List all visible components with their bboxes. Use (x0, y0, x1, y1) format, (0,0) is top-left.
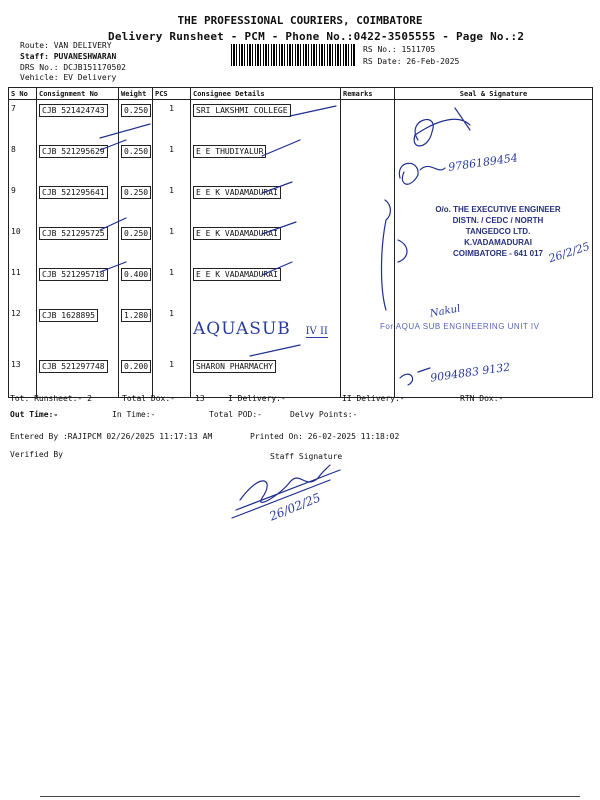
row-sno: 11 (9, 264, 37, 305)
tick-mark (100, 124, 150, 138)
row-consignee: SRI LAKSHMI COLLEGE (193, 104, 291, 117)
row-sno: 10 (9, 223, 37, 264)
row-sno: 9 (9, 182, 37, 223)
row-consignee: E E THUDIYALUR (193, 145, 266, 158)
col-pcs: PCS (153, 88, 191, 100)
row-sno: 13 (9, 356, 37, 398)
total-dox-value: 13 (195, 394, 205, 403)
strike-line (262, 140, 300, 156)
row-consignment-no: CJB 521424743 (39, 104, 108, 117)
row-consignee-note: IV II (305, 326, 328, 337)
total-dox-label: Total Dox:- (122, 394, 175, 403)
row-weight: 1.280 (121, 309, 151, 322)
row-consignee: E E K VADAMADURAI (193, 268, 281, 281)
seal-line: TANGEDCO LTD. (465, 227, 531, 236)
tick-mark (100, 140, 126, 150)
row-consignee: E E K VADAMADURAI (193, 186, 281, 199)
rtn-dox-label: RTN Dox:- (460, 394, 504, 403)
seal-date-handwriting: 26/2/25 (547, 239, 592, 266)
verified-by-label: Verified By (10, 450, 63, 459)
ii-delivery-label: II Delivery:- (342, 394, 405, 403)
strike-line (262, 182, 292, 193)
vehicle-label: Vehicle: EV Delivery (20, 73, 117, 82)
row-pcs: 1 (153, 182, 191, 223)
signature-scribble (414, 108, 470, 146)
col-remarks: Remarks (341, 88, 395, 100)
out-time-label: Out Time:- (10, 410, 59, 419)
row-consignment-no: CJB 521295629 (39, 145, 108, 158)
signature-scribble (400, 368, 430, 385)
row-weight: 0.400 (121, 268, 151, 281)
total-pod-label: Total POD:- (209, 410, 262, 419)
row-weight: 0.250 (121, 186, 151, 199)
row-consignment-no: CJB 521295718 (39, 268, 108, 281)
tick-mark (100, 262, 126, 272)
strike-line (262, 222, 296, 234)
row-consignment-no: CJB 521297748 (39, 360, 108, 373)
row-consignment-no: CJB 521295725 (39, 227, 108, 240)
row-consignee: AQUASUB (193, 319, 291, 339)
row-consignment-no: CJB 1628895 (39, 309, 98, 322)
col-consignee: Consignee Details (191, 88, 341, 100)
total-runsheet: Tot. Runsheet:- 2 (10, 394, 92, 403)
entered-by: Entered By :RAJIPCM 02/26/2025 11:17:13 AM (10, 432, 213, 441)
row-pcs: 1 (153, 223, 191, 264)
row-consignee: E E K VADAMADURAI (193, 227, 281, 240)
row-consignee: SHARON PHARMACHY (193, 360, 276, 373)
bottom-border-line (40, 796, 580, 797)
strike-line (250, 345, 300, 356)
in-time-label: In Time:- (112, 410, 156, 419)
col-sno: S No (9, 88, 37, 100)
col-seal: Seal & Signature (395, 88, 593, 100)
row-weight: 0.250 (121, 227, 151, 240)
row-pcs: 1 (153, 100, 191, 142)
rs-date: RS Date: 26-Feb-2025 (363, 57, 460, 66)
route-label: Route: VAN DELIVERY (20, 41, 112, 50)
signature-scribble (399, 163, 445, 184)
staff-signature-date: 26/02/25 (267, 490, 323, 524)
row-consignment-no: CJB 521295641 (39, 186, 108, 199)
row-pcs: 1 (153, 141, 191, 182)
row-pcs: 1 (153, 356, 191, 398)
seal-line: O/o. THE EXECUTIVE ENGINEER (435, 205, 561, 214)
row-weight: 0.200 (121, 360, 151, 373)
seal-line: DISTN. / CEDC / NORTH (452, 216, 544, 225)
seal-line: COIMBATORE - 641 017 (453, 249, 543, 258)
row8-phone-handwriting: 9786189454 (447, 151, 519, 174)
row-sno: 8 (9, 141, 37, 182)
row-weight: 0.250 (121, 104, 151, 117)
printed-on: Printed On: 26-02-2025 11:18:02 (250, 432, 400, 441)
row-pcs: 1 (153, 264, 191, 305)
row-pcs: 1 (153, 305, 191, 356)
row-sno: 12 (9, 305, 37, 356)
tick-mark (100, 218, 126, 230)
col-weight: Weight (119, 88, 153, 100)
staff-signature-label: Staff Signature (270, 452, 343, 461)
row12-company-stamp: For AQUA SUB ENGINEERING UNIT IV (380, 322, 540, 331)
bracket-stroke (398, 240, 407, 262)
drs-label: DRS No.: DCJB151170502 (20, 63, 126, 72)
row-sno: 7 (9, 100, 37, 142)
strike-line (290, 106, 336, 116)
bracket-stroke (382, 200, 391, 310)
row13-phone-handwriting: 9094883 9132 (429, 360, 511, 385)
staff-label: Staff: PUVANESHWARAN (20, 52, 117, 61)
seal-line: K.VADAMADURAI (464, 238, 532, 247)
col-consignment: Consignment No (37, 88, 119, 100)
company-title: THE PROFESSIONAL COURIERS, COIMBATORE (177, 14, 423, 27)
runsheet-subtitle: Delivery Runsheet - PCM - Phone No.:0422-3505555 - Page No.:2 (108, 30, 525, 43)
row-weight: 0.250 (121, 145, 151, 158)
strike-line (262, 262, 292, 275)
rs-number: RS No.: 1511705 (363, 45, 436, 54)
delvy-points-label: Delvy Points:- (290, 410, 358, 419)
i-delivery-label: I Delivery:- (228, 394, 286, 403)
row12-name-handwriting: Nakul (429, 303, 462, 320)
